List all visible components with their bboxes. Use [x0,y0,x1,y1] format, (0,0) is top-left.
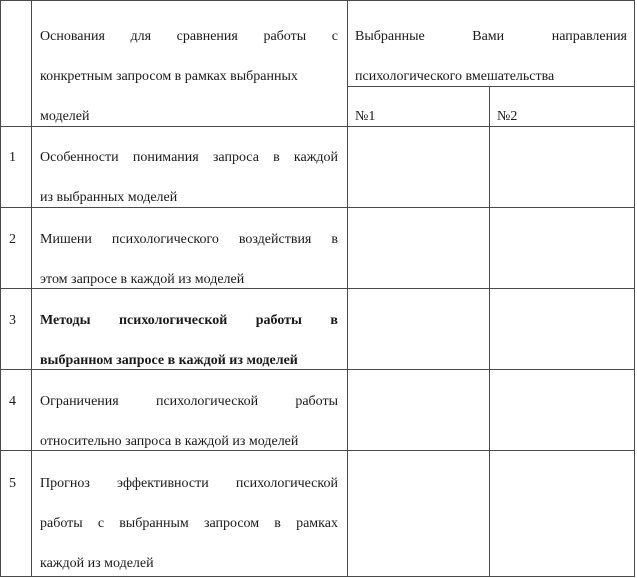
row-number: 4 [9,394,16,409]
header-criteria-line2: конкретным запросом в рамках выбранных [40,69,298,84]
word: в [330,313,338,328]
row-number: 1 [9,150,16,165]
header-col1: №1 [355,109,376,124]
word: понимания [132,150,199,165]
row-2-line1 [40,233,338,247]
word: Основания [40,29,105,44]
word: Выбранные [355,29,425,44]
row-1-line2: из выбранных моделей [40,190,178,205]
row-5-line1 [40,477,338,491]
word: Прогноз [40,476,90,491]
word: Мишени [40,232,92,247]
header-col2: №2 [497,109,518,124]
header-criteria-line3: моделей [40,109,90,124]
word: воздействия [238,232,312,247]
row-3-line1 [40,314,338,328]
word: с [331,29,338,44]
row-4-line2: относительно запроса в каждой из моделей [40,434,299,449]
header-criteria-line1 [40,30,338,44]
word: эффективности [117,476,209,491]
word: выбранным [119,516,189,531]
word: работы [295,394,338,409]
word: психологического [111,232,219,247]
row-2-line2: этом запросе в каждой из моделей [40,272,245,287]
row-4-line1 [40,395,338,409]
word: в [274,516,281,531]
word: Ограничения [40,394,119,409]
row-5-line3: каждой из моделей [40,556,154,571]
word: психологической [155,394,259,409]
word: в [273,150,280,165]
word: психологической [118,313,228,328]
word: Особенности [40,150,119,165]
word: каждой [293,150,338,165]
header-directions-line1 [355,30,627,44]
word: сравнения [176,29,238,44]
word: работы [263,29,307,44]
row-5-line2 [40,517,338,531]
word: запросом [203,516,260,531]
word: психологической [235,476,338,491]
word: работы [40,516,83,531]
row-number: 5 [9,476,16,491]
row-number: 2 [9,232,16,247]
word: работы [255,313,302,328]
word: направления [551,29,627,44]
word: рамках [296,516,338,531]
word: в [331,232,338,247]
word: с [97,516,105,531]
row-1-line1 [40,151,338,165]
header-directions-line2: психологического вмешательства [355,69,555,84]
word: запроса [212,150,259,165]
word: для [130,29,152,44]
word: Вами [472,29,505,44]
row-number: 3 [9,313,16,328]
word: Методы [40,313,91,328]
row-3-line2: выбранном запросе в каждой из моделей [40,353,298,368]
